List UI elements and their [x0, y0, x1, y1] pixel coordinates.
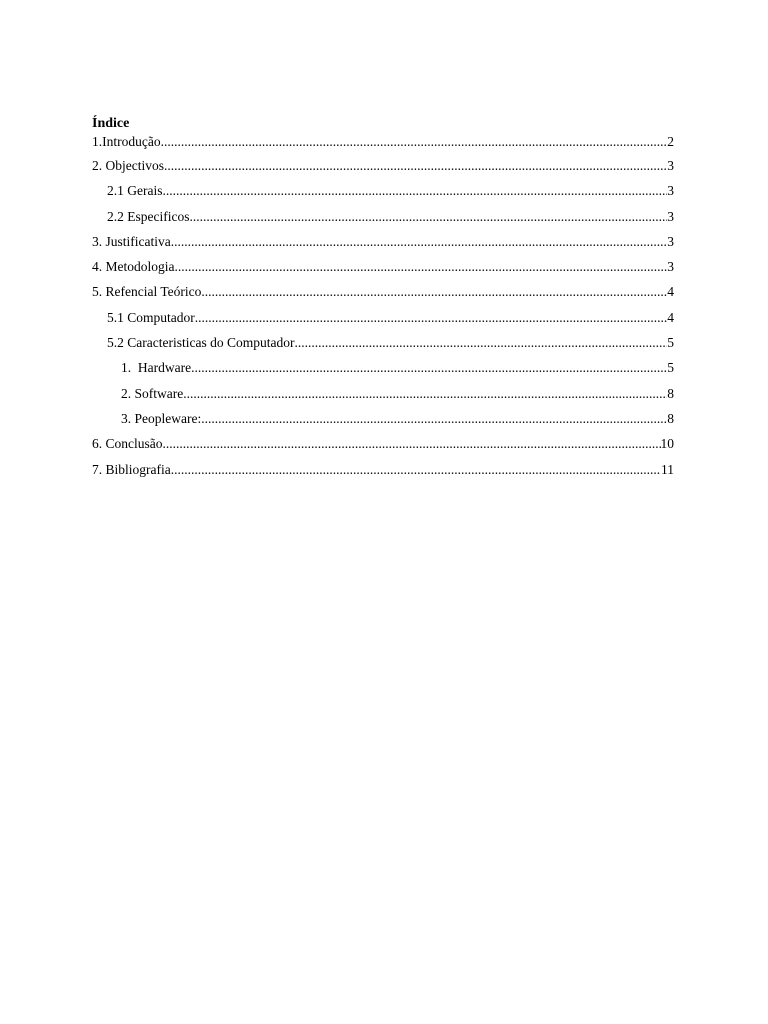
toc-entry-label: 6. Conclusão	[92, 436, 163, 452]
toc-leader-dots	[294, 335, 667, 351]
toc-leader-dots	[161, 134, 668, 150]
toc-entry-label: 1. Hardware	[121, 360, 192, 376]
toc-page-number: 11	[661, 461, 674, 477]
toc-leader-dots	[164, 158, 667, 174]
toc-entry-label: 5.1 Computador	[107, 309, 195, 325]
toc-page-number: 2	[667, 134, 674, 149]
table-of-contents	[92, 115, 674, 487]
toc-leader-dots	[201, 411, 667, 427]
toc-entry-gerais[interactable]	[92, 183, 674, 208]
toc-title: Índice	[92, 116, 130, 131]
toc-page-number: 3	[667, 259, 674, 275]
toc-entry-label: 3. Peopleware:	[121, 410, 202, 426]
toc-page-number: 3	[667, 158, 674, 173]
toc-entry-bibliografia[interactable]	[92, 462, 674, 487]
toc-entry-conclusao[interactable]	[92, 436, 674, 461]
toc-page-number: 4	[667, 309, 674, 325]
toc-leader-dots	[171, 234, 668, 250]
toc-page-number: 5	[667, 335, 674, 351]
toc-entry-metodologia[interactable]	[92, 259, 674, 284]
toc-entry-label: 5.2 Caracteristicas do Computador	[107, 335, 295, 351]
toc-entry-label: 3. Justificativa	[92, 233, 171, 249]
toc-entry-label: 2.2 Especificos	[107, 208, 190, 224]
toc-entry-computador[interactable]	[92, 310, 674, 335]
toc-leader-dots	[183, 386, 667, 402]
toc-entry-label: 7. Bibliografia	[92, 461, 171, 477]
toc-entry-especificos[interactable]	[92, 209, 674, 234]
toc-page-number: 4	[667, 284, 674, 300]
toc-leader-dots	[171, 462, 661, 478]
toc-page-number: 3	[667, 183, 674, 199]
toc-page-number: 3	[667, 208, 674, 224]
toc-entry-justificativa[interactable]	[92, 234, 674, 259]
toc-entry-caracteristicas[interactable]	[92, 335, 674, 360]
toc-entry-label: 4. Metodologia	[92, 259, 175, 275]
toc-entry-software[interactable]	[92, 386, 674, 411]
toc-entry-label: 5. Refencial Teórico	[92, 284, 202, 300]
toc-entry-label: 2. Software	[121, 385, 184, 401]
toc-page-number: 8	[667, 410, 674, 426]
toc-entry-referencial-teorico[interactable]	[92, 284, 674, 309]
toc-leader-dots	[189, 209, 667, 225]
toc-leader-dots	[162, 183, 667, 199]
toc-leader-dots	[201, 284, 667, 300]
toc-entry-objectivos[interactable]	[92, 158, 674, 183]
toc-entry-label: 1.Introdução	[92, 134, 161, 149]
toc-entry-hardware[interactable]	[92, 360, 674, 385]
toc-entry-label: 2. Objectivos	[92, 158, 164, 173]
toc-leader-dots	[195, 310, 668, 326]
toc-leader-dots	[163, 436, 661, 452]
toc-leader-dots	[175, 259, 668, 275]
toc-page-number: 5	[667, 360, 674, 376]
toc-page-number: 8	[667, 385, 674, 401]
toc-page-number: 10	[660, 436, 674, 452]
toc-entry-label: 2.1 Gerais	[107, 183, 163, 199]
toc-page-number: 3	[667, 233, 674, 249]
toc-entry-introducao[interactable]	[92, 134, 674, 158]
toc-leader-dots	[191, 360, 667, 376]
toc-entry-peopleware[interactable]	[92, 411, 674, 436]
